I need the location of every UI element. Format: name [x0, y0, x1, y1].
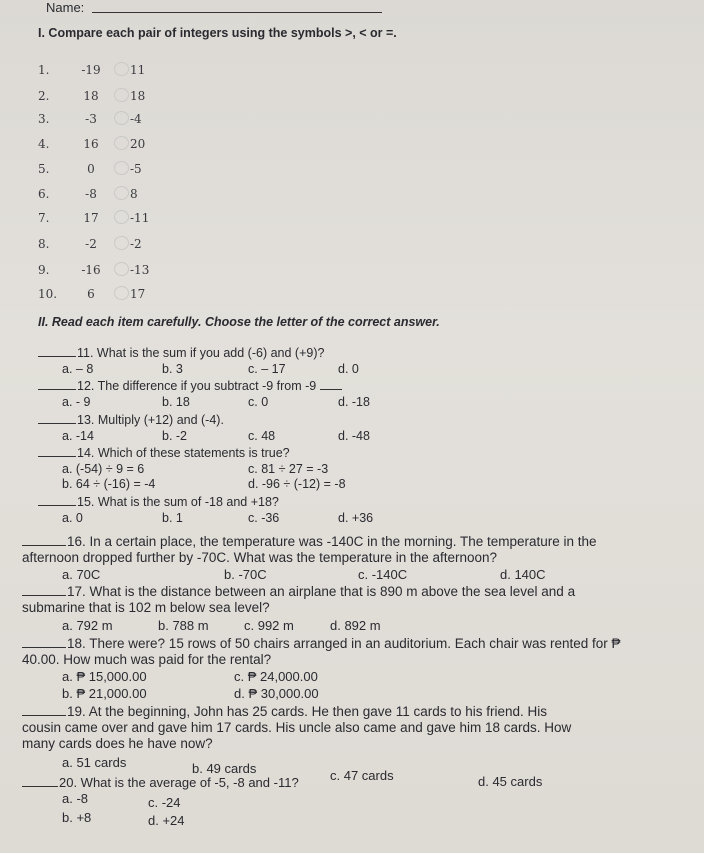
answer-circle[interactable] [114, 286, 129, 300]
pair-number: 1. [38, 63, 50, 77]
answer-circle[interactable] [114, 136, 129, 150]
answer-blank[interactable] [22, 647, 66, 648]
pair-number: 3. [38, 112, 50, 126]
answer-circle[interactable] [114, 111, 129, 125]
answer-blank[interactable] [38, 456, 76, 457]
question-text: 12. The difference if you subtract -9 from -9 [77, 379, 317, 393]
option-d: d. +36 [338, 511, 374, 525]
option-c: c. -140C [358, 567, 408, 582]
pair-right-value: 20 [130, 137, 146, 151]
answer-circle[interactable] [114, 62, 129, 76]
option-d: d. ₱ 30,000.00 [234, 686, 319, 701]
option-a: a. 0 [62, 511, 83, 525]
pair-left-value: 6 [87, 287, 95, 301]
answer-blank[interactable] [38, 389, 76, 390]
pair-number: 4. [38, 137, 50, 151]
answer-circle[interactable] [114, 88, 129, 102]
option-a: a. - 9 [62, 395, 91, 409]
option-a: a. (-54) ÷ 9 = 6 [62, 462, 145, 476]
option-d: d. +24 [148, 813, 185, 828]
question-text: 18. There were? 15 rows of 50 chairs arranged in an auditorium. Each chair was rented for ₱ [67, 636, 621, 651]
answer-blank[interactable] [38, 505, 76, 506]
question-text: 16. In a certain place, the temperature was -140C in the morning. The temperature in the [67, 534, 597, 549]
option-b: b. +8 [62, 810, 92, 825]
answer-blank[interactable] [22, 595, 66, 596]
option-a: a. -14 [62, 429, 94, 443]
pair-number: 6. [38, 187, 50, 201]
name-label: Name: [46, 0, 85, 15]
option-c: c. 992 m [244, 618, 294, 633]
option-b: b. ₱ 21,000.00 [62, 686, 147, 701]
question-text: 11. What is the sum if you add (-6) and (+9)? [77, 346, 325, 360]
option-b: b. -2 [162, 429, 188, 443]
part2-instruction: II. Read each item carefully. Choose the letter of the correct answer. [38, 315, 440, 329]
option-b: b. 49 cards [192, 761, 257, 776]
pair-left-value: -3 [85, 112, 97, 126]
option-d: d. -18 [338, 395, 370, 409]
answer-blank[interactable] [38, 423, 76, 424]
pair-right-value: 8 [130, 187, 138, 201]
option-d: d. 45 cards [478, 774, 543, 789]
option-d: d. -48 [338, 429, 370, 443]
answer-circle[interactable] [114, 236, 129, 250]
pair-number: 10. [38, 287, 58, 301]
option-d: d. 140C [500, 567, 546, 582]
option-b: b. -70C [224, 567, 267, 582]
option-b: b. 1 [162, 511, 183, 525]
option-a: a. 70C [62, 567, 101, 582]
option-b: b. 64 ÷ (-16) = -4 [62, 477, 156, 491]
option-a: a. ₱ 15,000.00 [62, 669, 147, 684]
pair-left-value: 17 [83, 211, 99, 225]
answer-blank[interactable] [22, 715, 66, 716]
option-b: b. 18 [162, 395, 190, 409]
question-text: 19. At the beginning, John has 25 cards. He then gave 11 cards to his friend. His [67, 704, 548, 719]
pair-left-value: -2 [85, 237, 97, 251]
option-c: c. 48 [248, 429, 276, 443]
option-a: a. – 8 [62, 362, 94, 376]
pair-number: 9. [38, 263, 50, 277]
option-d: d. 0 [338, 362, 359, 376]
pair-right-value: 18 [130, 89, 146, 103]
option-c: c. 0 [248, 395, 269, 409]
option-c: c. – 17 [248, 362, 286, 376]
option-a: a. 51 cards [62, 755, 127, 770]
question-text-cont: submarine that is 102 m below sea level? [22, 600, 270, 615]
option-c: c. 47 cards [330, 768, 394, 783]
answer-circle[interactable] [114, 262, 129, 276]
option-c: c. -36 [248, 511, 280, 525]
option-d: d. 892 m [330, 618, 381, 633]
pair-right-value: -5 [130, 162, 142, 176]
pair-left-value: -16 [81, 263, 101, 277]
name-field-line[interactable] [92, 12, 382, 13]
option-d: d. -96 ÷ (-12) = -8 [248, 477, 346, 491]
pair-left-value: -19 [81, 63, 101, 77]
pair-left-value: 18 [83, 89, 99, 103]
pair-number: 8. [38, 237, 50, 251]
question-text: 14. Which of these statements is true? [77, 446, 290, 460]
answer-circle[interactable] [114, 210, 129, 224]
question-text: 13. Multiply (+12) and (-4). [77, 413, 224, 427]
answer-blank[interactable] [22, 786, 58, 787]
pair-left-value: 16 [83, 137, 99, 151]
pair-right-value: 11 [130, 63, 146, 77]
option-a: a. 792 m [62, 618, 113, 633]
pair-left-value: 0 [87, 162, 95, 176]
answer-circle[interactable] [114, 186, 129, 200]
option-c: c. -24 [148, 795, 181, 810]
pair-left-value: -8 [85, 187, 97, 201]
pair-number: 7. [38, 211, 50, 225]
answer-circle[interactable] [114, 161, 129, 175]
pair-right-value: -4 [130, 112, 142, 126]
pair-right-value: -11 [130, 211, 150, 225]
option-b: b. 3 [162, 362, 183, 376]
inline-answer-blank[interactable] [320, 389, 342, 390]
question-text: 15. What is the sum of -18 and +18? [77, 495, 279, 509]
pair-right-value: -13 [130, 263, 150, 277]
question-text-cont: many cards does he have now? [22, 736, 213, 751]
question-text: 17. What is the distance between an airplane that is 890 m above the sea level and a [67, 584, 576, 599]
option-a: a. -8 [62, 791, 89, 806]
option-b: b. 788 m [158, 618, 209, 633]
pair-right-value: -2 [130, 237, 142, 251]
question-text-cont: 40.00. How much was paid for the rental? [22, 652, 272, 667]
question-text-cont: cousin came over and gave him 17 cards. His uncle also came and gave him 18 cards. How [22, 720, 572, 735]
part1-instruction: I. Compare each pair of integers using the symbols >, < or =. [38, 26, 397, 40]
question-text: 20. What is the average of -5, -8 and -11? [59, 775, 299, 790]
answer-blank[interactable] [22, 545, 66, 546]
question-text-cont: afternoon dropped further by -70C. What was the temperature in the afternoon? [22, 550, 498, 565]
pair-number: 5. [38, 162, 50, 176]
option-c: c. ₱ 24,000.00 [234, 669, 318, 684]
pair-right-value: 17 [130, 287, 146, 301]
answer-blank[interactable] [38, 356, 76, 357]
pair-number: 2. [38, 89, 50, 103]
option-c: c. 81 ÷ 27 = -3 [248, 462, 329, 476]
